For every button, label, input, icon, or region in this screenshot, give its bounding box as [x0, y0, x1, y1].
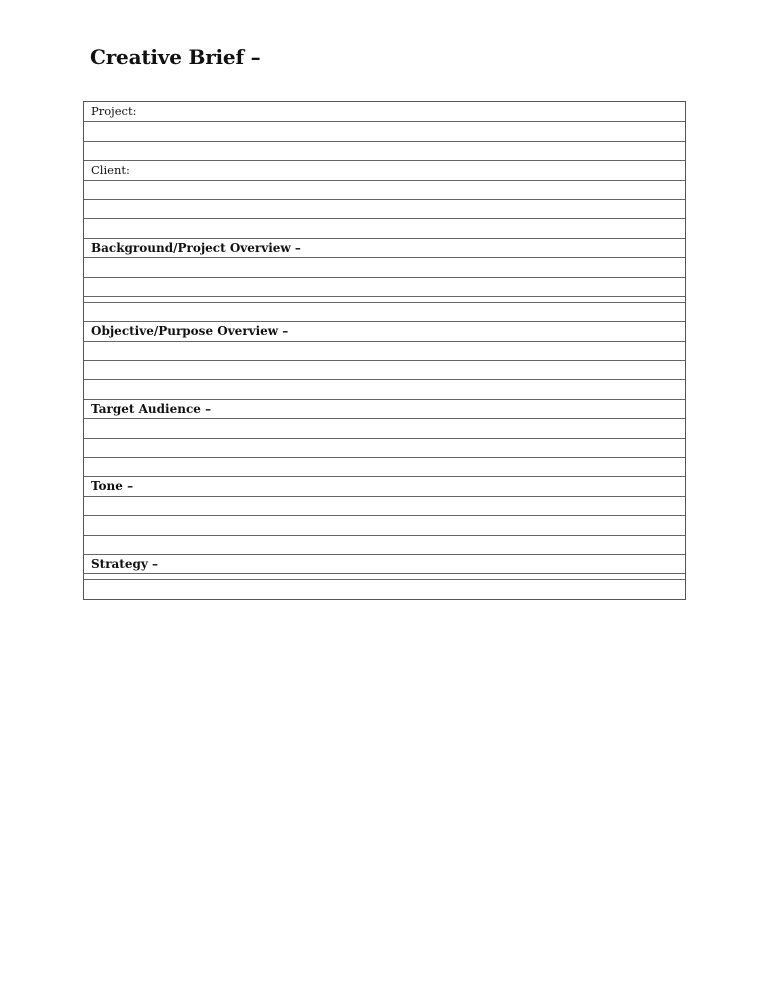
field-label-objective-purpose-overview: Objective/Purpose Overview –	[84, 321, 685, 340]
blank-line[interactable]	[84, 302, 685, 321]
blank-line[interactable]	[84, 277, 685, 296]
blank-line[interactable]	[84, 180, 685, 199]
field-label-strategy: Strategy –	[84, 554, 685, 573]
blank-line[interactable]	[84, 121, 685, 140]
blank-line[interactable]	[84, 141, 685, 160]
blank-line[interactable]	[84, 496, 685, 515]
field-label-background-project-overview: Background/Project Overview –	[84, 238, 685, 257]
field-label-client: Client:	[84, 160, 685, 179]
blank-line[interactable]	[84, 199, 685, 218]
blank-line[interactable]	[84, 379, 685, 398]
field-label-project: Project:	[91, 104, 137, 118]
field-label-tone: Tone –	[84, 476, 685, 495]
document-title: Creative Brief –	[90, 45, 261, 69]
blank-line[interactable]	[84, 218, 685, 237]
blank-line[interactable]	[84, 457, 685, 476]
blank-line[interactable]	[84, 438, 685, 457]
field-label-target-audience: Target Audience –	[84, 399, 685, 418]
blank-line[interactable]	[84, 515, 685, 534]
blank-line[interactable]	[84, 257, 685, 276]
blank-line[interactable]	[84, 535, 685, 554]
blank-line[interactable]	[84, 360, 685, 379]
brief-form-table	[83, 101, 686, 600]
blank-line[interactable]	[84, 579, 685, 598]
blank-line[interactable]	[84, 418, 685, 437]
blank-line[interactable]	[84, 341, 685, 360]
